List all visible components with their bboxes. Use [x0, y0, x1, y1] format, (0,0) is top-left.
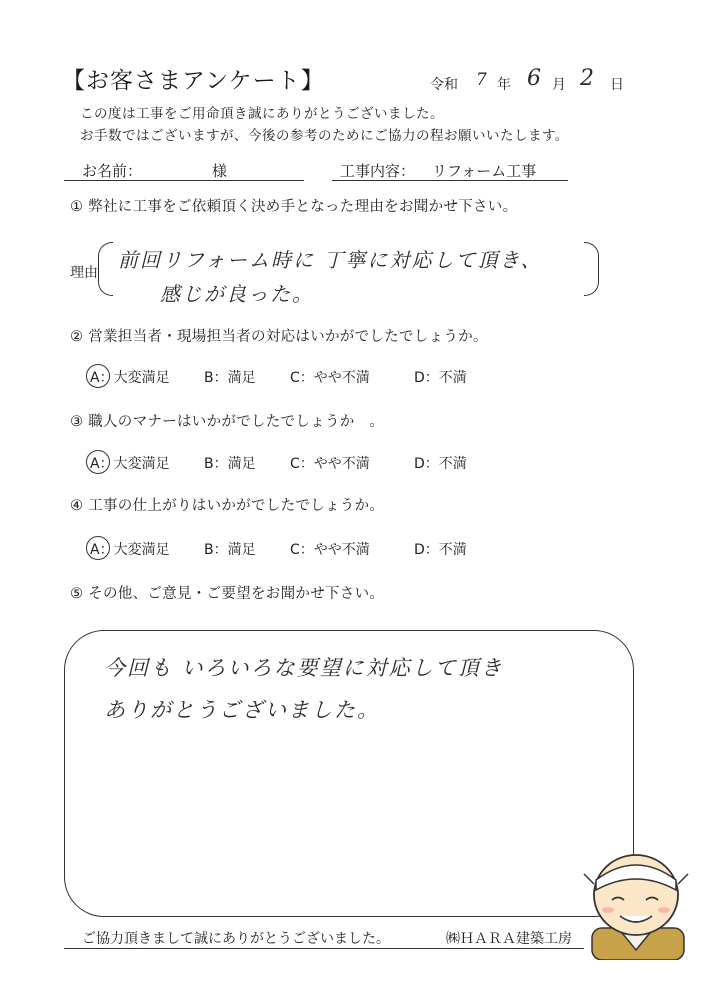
q2-option-d: D：不満: [414, 370, 467, 386]
question-5: ⑤ その他、ご意見・ご要望をお聞かせ下さい。: [70, 586, 385, 602]
intro-line-1: この度は工事をご用命頂き誠にありがとうございました。: [80, 106, 444, 122]
q4-option-c: C：やや不満: [290, 542, 370, 558]
name-underline: [64, 180, 304, 181]
footer-thanks: ご協力頂きまして誠にありがとうございました。: [82, 931, 390, 947]
q2-option-a: A：大変満足: [90, 370, 170, 386]
question-3: ③ 職人のマナーはいかがでしたでしょうか 。: [70, 414, 385, 430]
name-suffix: 様: [212, 162, 228, 180]
comments-answer-line-2: ありがとうございました。: [104, 698, 380, 722]
q4-option-d: D：不満: [414, 542, 467, 558]
date-month: 6: [527, 66, 541, 91]
reason-bracket-right: [584, 242, 599, 296]
intro-line-2: お手数ではございますが、今後の参考のためにご協力の程お願いいたします。: [80, 128, 569, 144]
date-era: 令和: [430, 77, 458, 93]
mascot-illustration: [578, 840, 696, 960]
comments-answer-line-1: 今回も いろいろな要望に対応して頂き: [104, 656, 504, 680]
footer-underline: [64, 948, 584, 949]
work-underline: [332, 180, 568, 181]
footer-company: ㈱ＨＡＲＡ建築工房: [446, 931, 572, 947]
question-2: ② 営業担当者・現場担当者の対応はいかがでしたでしょうか。: [70, 329, 488, 345]
date-day-unit: 日: [610, 77, 624, 93]
q4-option-a: A：大変満足: [90, 542, 170, 558]
date-day: 2: [580, 66, 594, 91]
work-label: 工事内容：: [340, 162, 416, 180]
date-year-unit: 年: [497, 77, 511, 93]
q4-option-b: B：満足: [204, 542, 256, 558]
q3-option-c: C：やや不満: [290, 456, 370, 472]
reason-answer-line-1: 前回リフォーム時に 丁寧に対応して頂き、: [118, 248, 543, 272]
survey-title: 【お客さまアンケート】: [62, 68, 325, 94]
q3-option-d: D：不満: [414, 456, 467, 472]
reason-label: 理由: [70, 265, 98, 281]
question-4: ④ 工事の仕上がりはいかがでしたでしょうか。: [70, 498, 385, 514]
question-1: ① 弊社に工事をご依頼頂く決め手となった理由をお聞かせ下さい。: [70, 199, 518, 215]
q2-option-c: C：やや不満: [290, 370, 370, 386]
q3-option-b: B：満足: [204, 456, 256, 472]
work-value: リフォーム工事: [432, 162, 537, 180]
reason-answer-line-2: 感じが良った。: [160, 282, 314, 306]
q3-option-a: A：大変満足: [90, 456, 170, 472]
q2-option-b: B：満足: [204, 370, 256, 386]
reason-bracket-left: [98, 242, 113, 296]
name-label: お名前：: [82, 162, 143, 180]
date-month-unit: 月: [552, 77, 566, 93]
date-year: 7: [476, 70, 487, 90]
